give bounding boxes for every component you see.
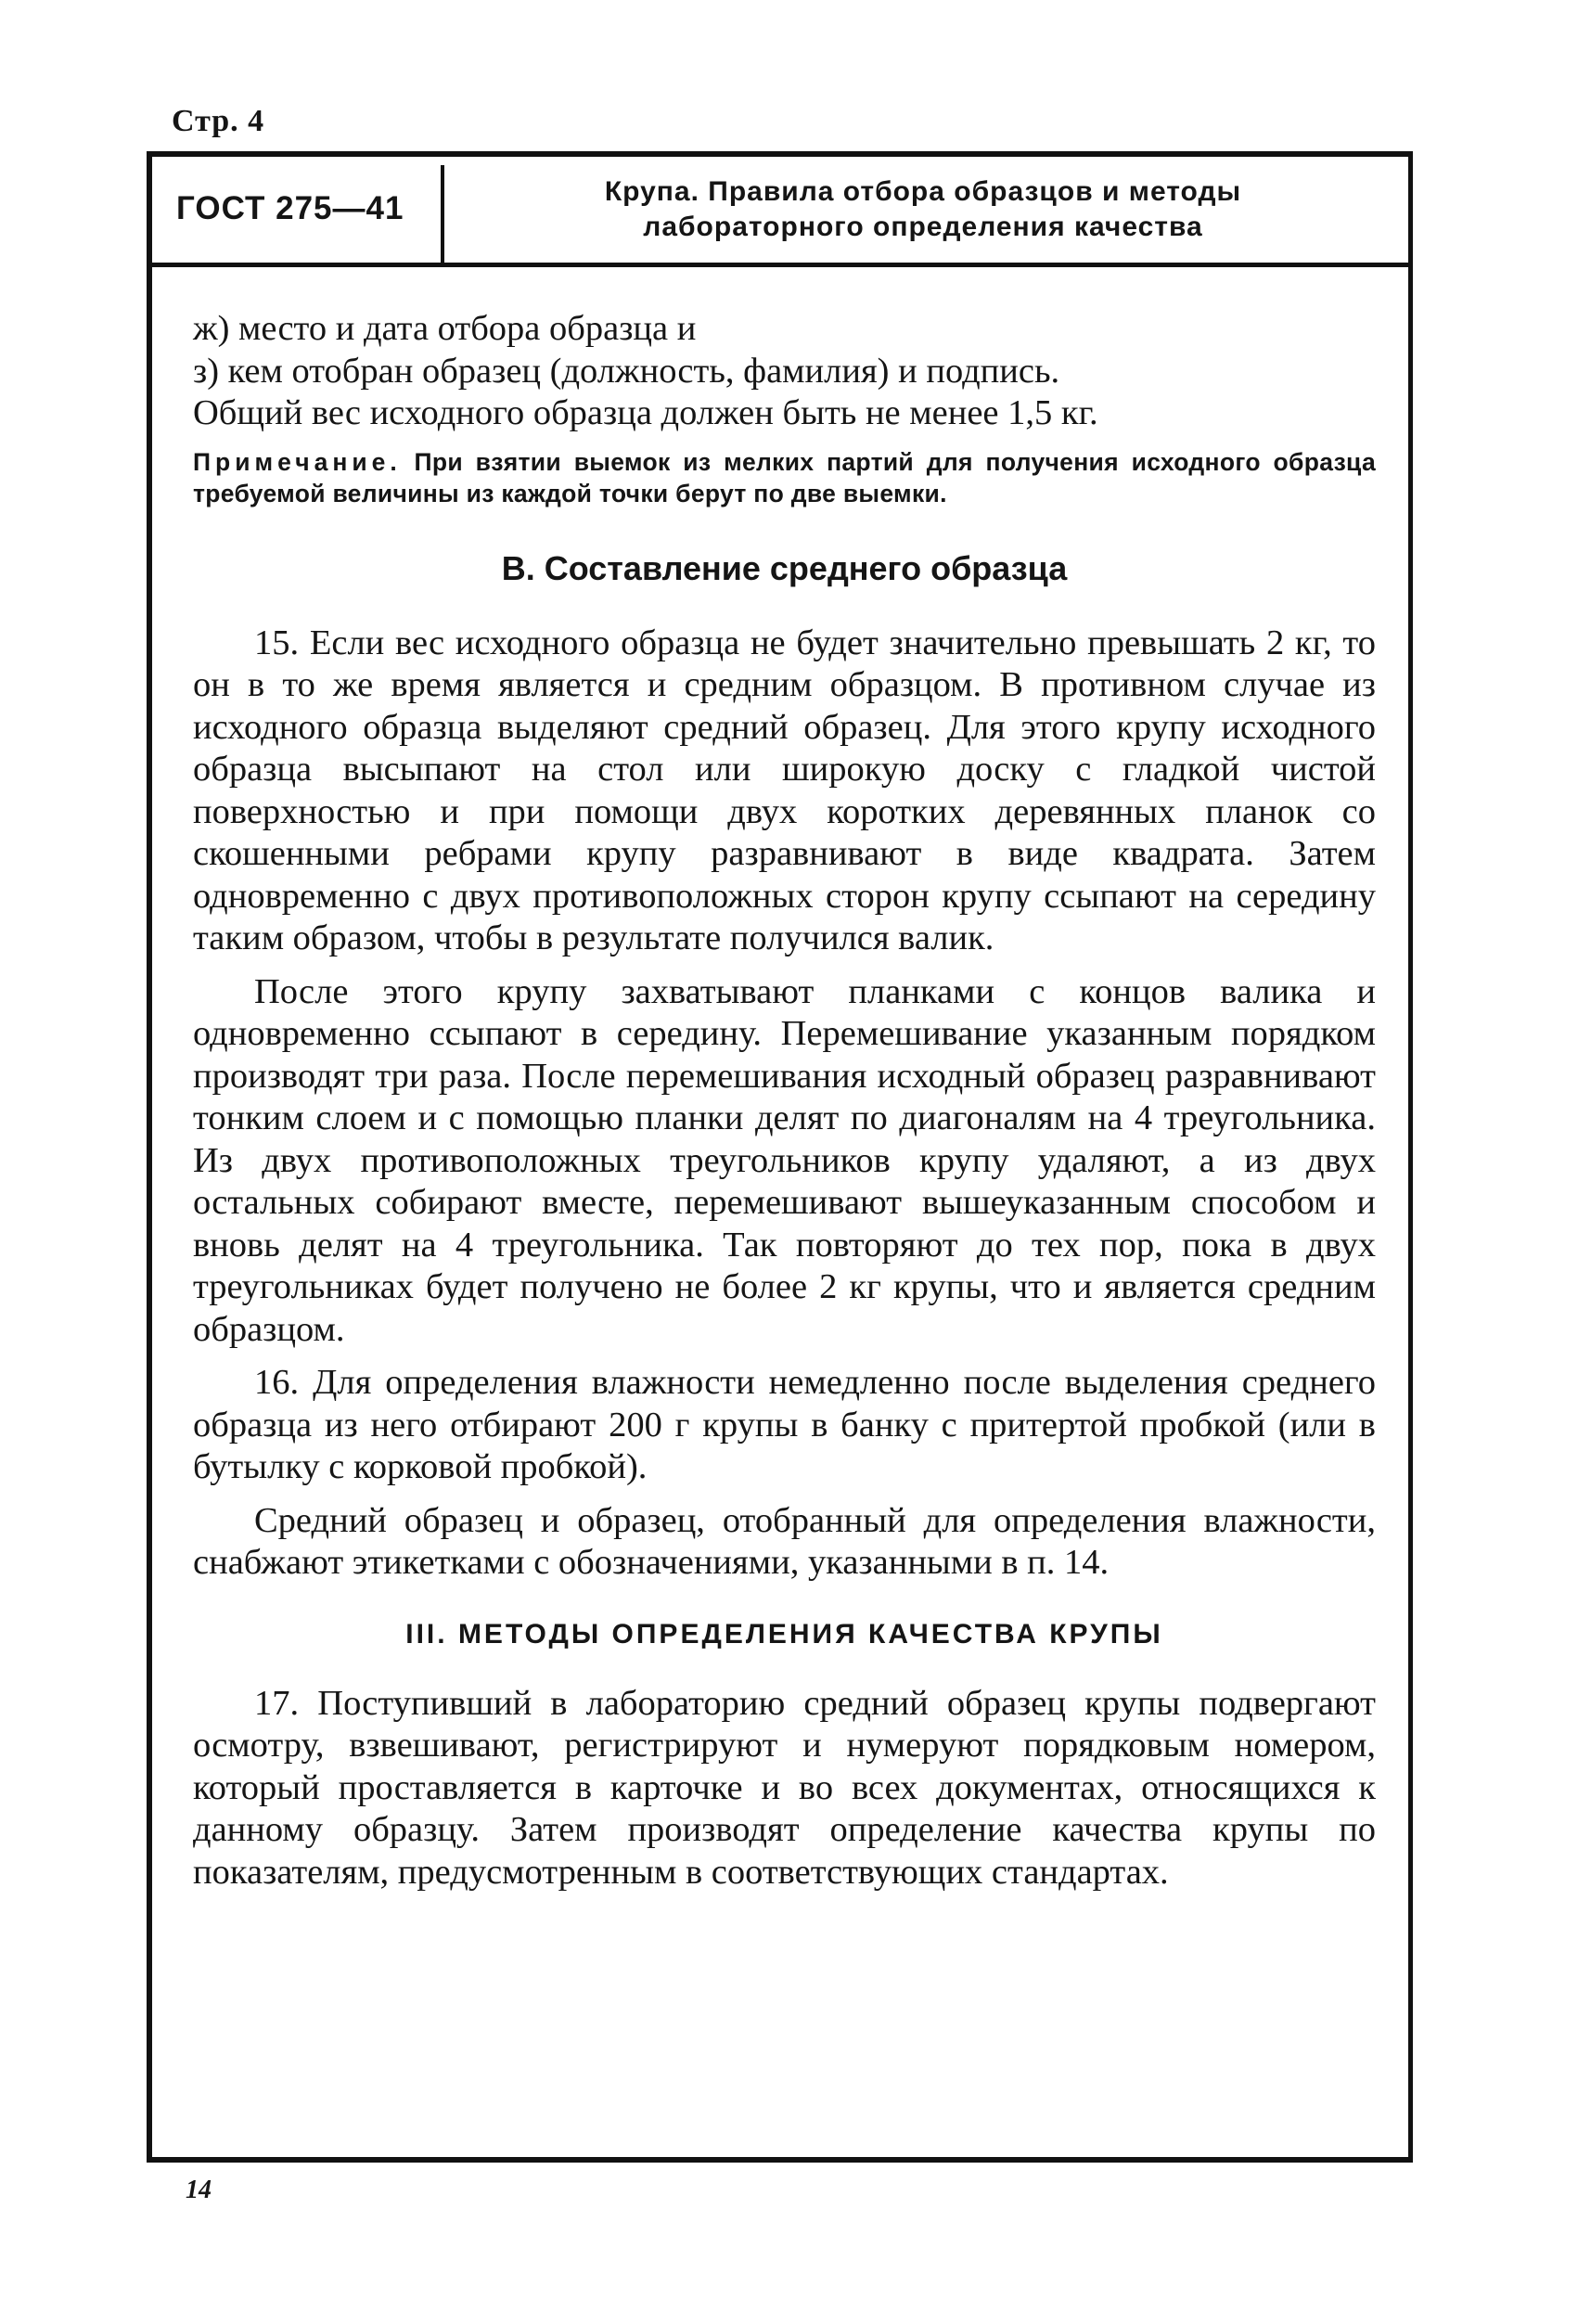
section-iii-heading: III. МЕТОДЫ ОПРЕДЕЛЕНИЯ КАЧЕСТВА КРУПЫ: [405, 1618, 1163, 1650]
intro-line-z: з) кем отобран образец (должность, фамилия) и подпись.: [193, 351, 1060, 391]
standard-title-line-1: Крупа. Правила отбора образцов и методы: [604, 176, 1242, 207]
note: [193, 446, 1376, 509]
paragraph-labels: Средний образец и образец, отобранный для определения влажности, снабжают этикетками с обозначениями, указанными в п. 14.: [193, 1500, 1376, 1582]
page-number: 14: [186, 2176, 212, 2204]
note-text: При взятии выемок из мелких партий для получения исходного образца требуемой величины из каждой точки берут по две выемки.: [193, 447, 1376, 507]
section-b-heading: В. Составление среднего образца: [501, 548, 1068, 587]
page-label: Стр. 4: [172, 104, 265, 138]
header-divider: [441, 165, 444, 263]
paragraph-15: 15. Если вес исходного образца не будет значительно превышать 2 кг, то он в то же время является и средним образцом. В противном случае из исходного образца выделяют средний образец. Для этого крупу исходного образца высыпают на стол или широкую доску с гладкой чистой поверхностью и при помощи двух коротких деревянных планок со скошенными ребрами крупу разравнивают в виде квадрата. Затем одновременно с двух противоположных сторон крупу ссыпают на середину таким образом, чтобы в результате получился валик.: [193, 623, 1376, 957]
header-top-rule: [147, 151, 1413, 157]
intro-line-zh: ж) место и дата отбора образца и: [193, 309, 697, 348]
standard-code: ГОСТ 275—41: [176, 190, 404, 226]
header-bottom-rule: [147, 263, 1413, 267]
standard-title-line-2: лабораторного определения качества: [643, 212, 1203, 242]
document-body: [193, 308, 1376, 1905]
note-label: Примечание.: [193, 447, 402, 476]
footer-rule: [147, 2157, 1413, 2163]
standard-title: [482, 174, 1364, 245]
paragraph-mixing: После этого крупу захватывают планками с концов валика и одновременно ссыпают в середину. Перемешивание указанным порядком производят три раза. После перемешивания исходный образец разравнивают тонким слоем и с помощью планки делят по диагоналям на 4 треугольника. Из двух противоположных треугольников крупу удаляют, а из двух остальных собирают вместе, перемешивают вышеуказанным способом и вновь делят на 4 треугольника. Так повторяют до тех пор, пока в двух треугольниках будет получено не более 2 кг крупы, что и является средним образцом.: [193, 971, 1376, 1349]
paragraph-16: 16. Для определения влажности немедленно после выделения среднего образца из него отбирают 200 г крупы в банку с притертой пробкой (или в бутылку с корковой пробкой).: [193, 1363, 1376, 1486]
frame-left-border: [147, 153, 152, 2162]
paragraph-17: 17. Поступивший в лабораторию средний образец крупы подвергают осмотру, взвешивают, регистрируют и нумеруют порядковым номером, который проставляется в карточке и во всех документах, относящихся к данному образцу. Затем производят определение качества крупы по показателям, предусмотренным в соответствующих стандартах.: [193, 1683, 1376, 1892]
intro-line-weight: Общий вес исходного образца должен быть не менее 1,5 кг.: [193, 393, 1098, 432]
frame-right-border: [1408, 153, 1413, 2162]
